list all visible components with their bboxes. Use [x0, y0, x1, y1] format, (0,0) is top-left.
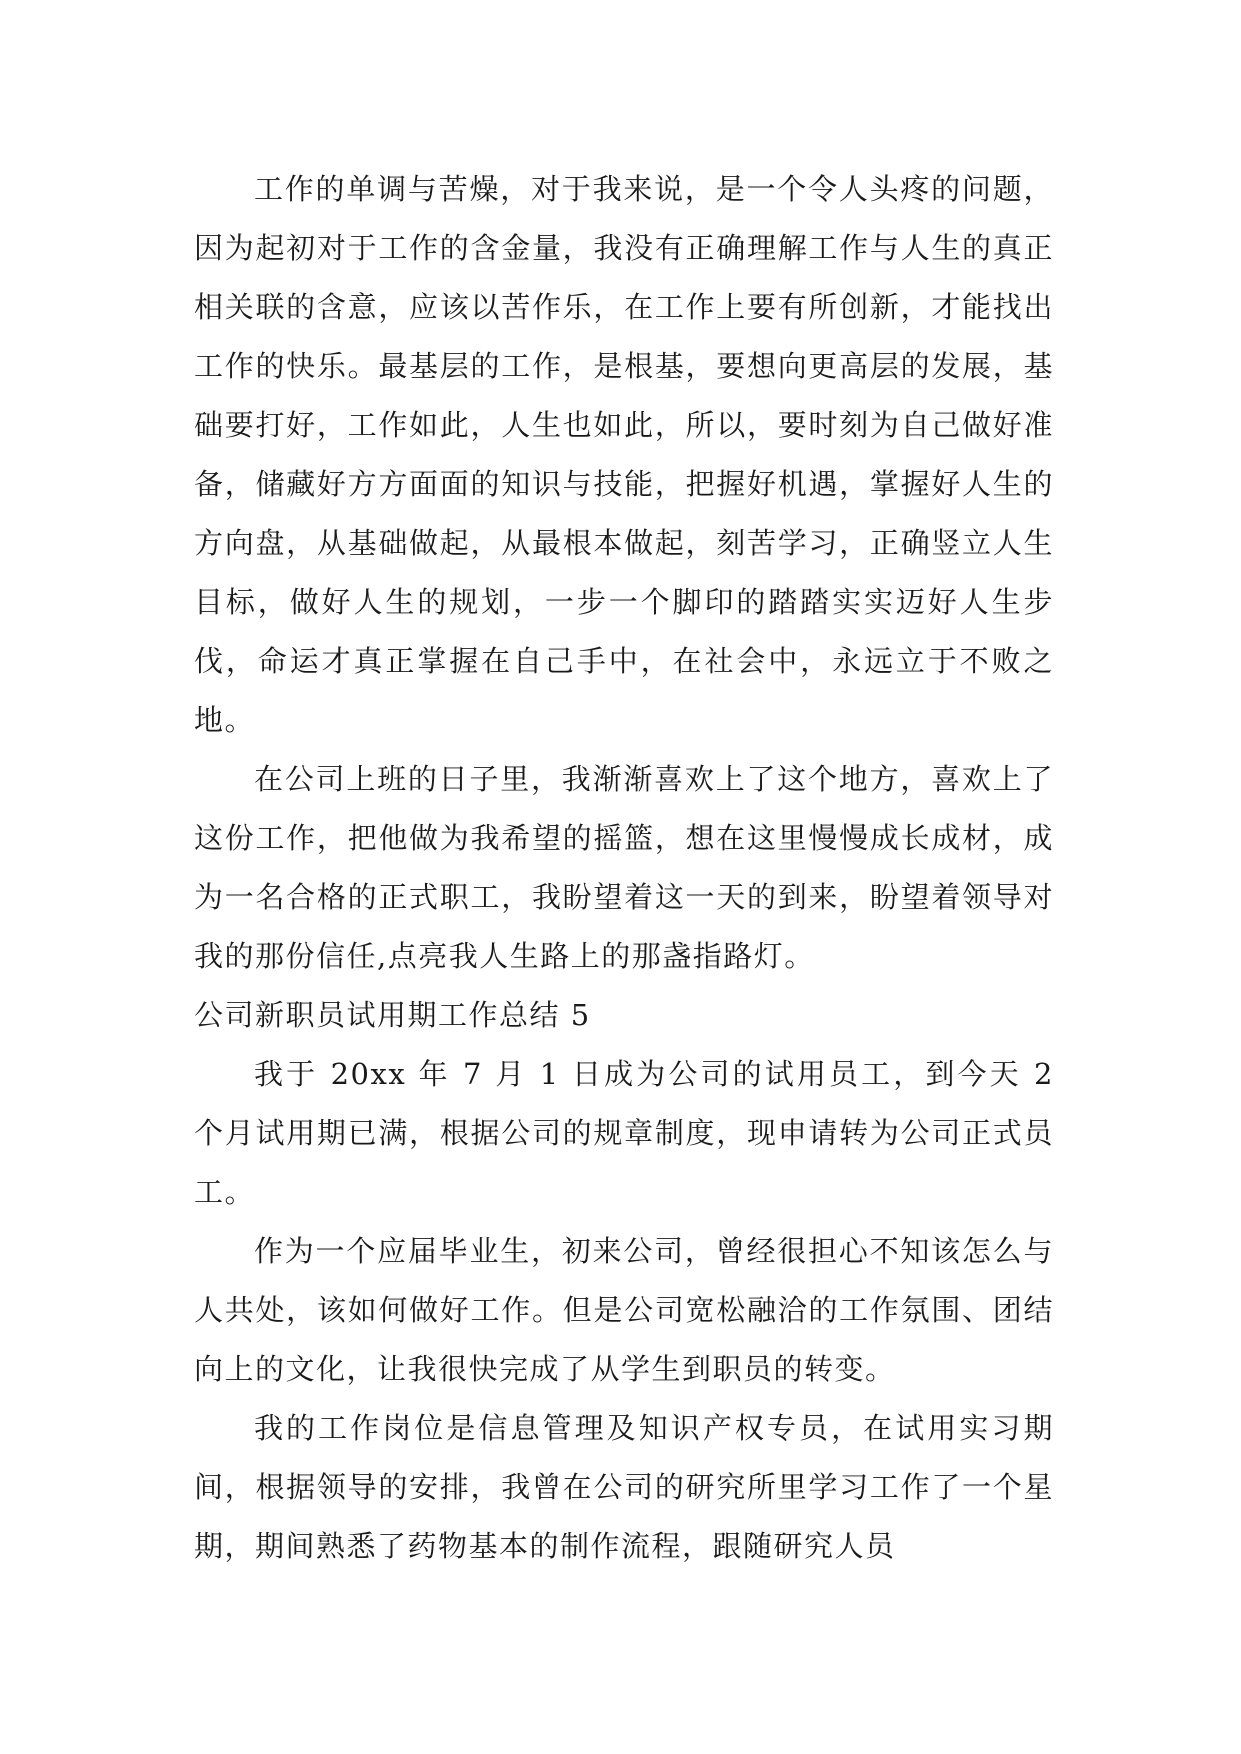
paragraph-probation-start: 我于 20xx 年 7 月 1 日成为公司的试用员工，到今天 2 个月试用期已满，根据公司的规章制度，现申请转为公司正式员工。 — [194, 1057, 1054, 1209]
document-body — [194, 160, 1054, 1576]
paragraph-work-monotony: 工作的单调与苦燥，对于我来说，是一个令人头疼的问题，因为起初对于工作的含金量，我没有正确理解工作与人生的真正相关联的含意，应该以苦作乐，在工作上要有所创新，才能找出工作的快乐。最基层的工作，是根基，要想向更高层的发展，基础要打好，工作如此，人生也如此，所以，要时刻为自己做好准备，储藏好方方面面的知识与技能，把握好机遇，掌握好人生的方向盘，从基础做起，从最根本做起，刻苦学习，正确竖立人生目标，做好人生的规划，一步一个脚印的踏踏实实迈好人生步伐，命运才真正掌握在自己手中，在社会中，永远立于不败之地。 — [194, 172, 1054, 737]
paragraph-company-days: 在公司上班的日子里，我渐渐喜欢上了这个地方，喜欢上了这份工作，把他做为我希望的摇篮，想在这里慢慢成长成材，成为一名合格的正式职工，我盼望着这一天的到来，盼望着领导对我的那份信任,点亮我人生路上的那盏指路灯。 — [194, 762, 1054, 973]
paragraph-graduate: 作为一个应届毕业生，初来公司，曾经很担心不知该怎么与人共处，该如何做好工作。但是公司宽松融洽的工作氛围、团结向上的文化，让我很快完成了从学生到职员的转变。 — [194, 1234, 1054, 1386]
paragraph-job-position: 我的工作岗位是信息管理及知识产权专员，在试用实习期间，根据领导的安排，我曾在公司的研究所里学习工作了一个星期，期间熟悉了药物基本的制作流程，跟随研究人员 — [194, 1411, 1054, 1563]
section-title: 公司新职员试用期工作总结 5 — [194, 998, 591, 1032]
